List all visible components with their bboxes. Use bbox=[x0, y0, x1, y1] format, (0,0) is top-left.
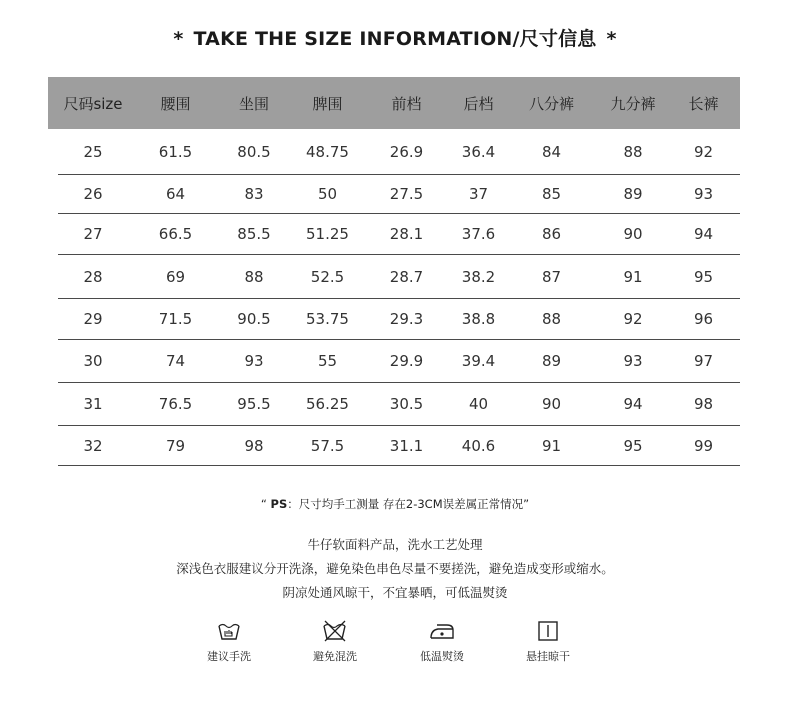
table-cell: 29 bbox=[83, 310, 103, 328]
table-cell: 56.25 bbox=[306, 395, 349, 413]
page-title bbox=[0, 24, 790, 51]
care-item-low-iron bbox=[402, 620, 482, 664]
measurement-note bbox=[0, 496, 790, 512]
header-cell: 坐围 bbox=[238, 94, 269, 113]
care-label-hand-wash: 建议手洗 bbox=[207, 650, 251, 663]
table-cell: 90 bbox=[541, 395, 562, 413]
header-cell: 八分裤 bbox=[528, 94, 574, 113]
table-cell: 28 bbox=[83, 267, 103, 286]
header-cell: 后档 bbox=[463, 94, 494, 113]
size-table bbox=[48, 77, 740, 466]
note-close-quote: ” bbox=[523, 497, 530, 511]
care-label-low-iron: 低温熨烫 bbox=[420, 650, 464, 663]
table-cell: 32 bbox=[83, 436, 103, 455]
table-cell: 79 bbox=[165, 436, 186, 455]
table-cell: 51.25 bbox=[306, 225, 349, 243]
table-cell: 94 bbox=[623, 395, 643, 413]
table-cell: 88 bbox=[623, 142, 643, 161]
table-cell: 55 bbox=[317, 352, 338, 370]
note-ps-label: PS bbox=[270, 497, 288, 511]
table-cell: 98 bbox=[693, 395, 714, 413]
table-cell: 76.5 bbox=[158, 395, 193, 413]
table-cell: 84 bbox=[541, 142, 562, 161]
header-cell: 尺码size bbox=[63, 94, 123, 113]
table-cell: 86 bbox=[541, 225, 562, 243]
title-text: TAKE THE SIZE INFORMATION/尺寸信息 bbox=[193, 28, 597, 50]
table-cell: 71.5 bbox=[158, 310, 193, 328]
table-cell: 26.9 bbox=[389, 142, 424, 161]
table-cell: 37.6 bbox=[461, 225, 496, 243]
table-cell: 64 bbox=[165, 185, 186, 203]
table-cell: 29.9 bbox=[389, 352, 424, 370]
table-cell: 91 bbox=[623, 267, 643, 286]
table-cell: 39.4 bbox=[461, 352, 496, 370]
table-cell: 57.5 bbox=[310, 436, 345, 455]
table-cell: 26 bbox=[83, 185, 103, 203]
table-cell: 89 bbox=[623, 185, 643, 203]
table-row bbox=[58, 255, 740, 299]
table-cell: 91 bbox=[541, 436, 562, 455]
table-row bbox=[58, 214, 740, 255]
table-cell: 28.1 bbox=[389, 225, 424, 243]
table-row bbox=[58, 129, 740, 175]
hand-wash-icon bbox=[217, 620, 241, 642]
table-cell: 92 bbox=[693, 142, 714, 161]
header-cell: 脾围 bbox=[312, 94, 343, 113]
table-cell: 50 bbox=[317, 185, 338, 203]
table-cell: 80.5 bbox=[237, 142, 271, 161]
table-cell: 29.3 bbox=[389, 310, 424, 328]
header-cell: 前档 bbox=[391, 94, 422, 113]
table-cell: 94 bbox=[693, 225, 714, 243]
table-cell: 93 bbox=[623, 352, 643, 370]
table-cell: 38.2 bbox=[461, 267, 496, 286]
table-cell: 69 bbox=[165, 267, 186, 286]
care-label-no-mix-wash: 避免混洗 bbox=[313, 650, 357, 663]
table-cell: 28.7 bbox=[389, 267, 424, 286]
table-cell: 38.8 bbox=[461, 310, 496, 328]
table-cell: 90 bbox=[623, 225, 643, 243]
table-cell: 92 bbox=[623, 310, 643, 328]
title-star-right: * bbox=[606, 28, 617, 50]
table-cell: 88 bbox=[541, 310, 562, 328]
size-table-header bbox=[48, 77, 740, 129]
table-cell: 25 bbox=[83, 142, 103, 161]
table-row bbox=[58, 383, 740, 426]
table-cell: 36.4 bbox=[461, 142, 496, 161]
table-cell: 90.5 bbox=[237, 310, 271, 328]
table-row bbox=[58, 340, 740, 383]
table-cell: 37 bbox=[468, 185, 489, 203]
note-open-quote: “ bbox=[260, 497, 267, 511]
care-line-2: 深浅色衣服建议分开洗涤，避免染色串色尽量不要搓洗，避免造成变形或缩水。 bbox=[176, 561, 614, 576]
table-cell: 66.5 bbox=[158, 225, 193, 243]
size-table-body bbox=[48, 129, 740, 466]
table-cell: 85.5 bbox=[237, 225, 271, 243]
table-cell: 30.5 bbox=[389, 395, 424, 413]
table-cell: 48.75 bbox=[306, 142, 349, 161]
header-cell: 腰围 bbox=[160, 94, 191, 113]
table-cell: 27.5 bbox=[389, 185, 424, 203]
care-line-1: 牛仔软面料产品，洗水工艺处理 bbox=[307, 537, 483, 552]
table-cell: 99 bbox=[693, 436, 714, 455]
care-item-no-mix-wash bbox=[295, 620, 375, 664]
table-cell: 93 bbox=[693, 185, 714, 203]
table-cell: 31 bbox=[83, 395, 103, 413]
table-cell: 85 bbox=[541, 185, 562, 203]
table-cell: 52.5 bbox=[310, 267, 345, 286]
table-cell: 27 bbox=[83, 225, 103, 243]
table-cell: 87 bbox=[541, 267, 562, 286]
care-item-hang-dry bbox=[508, 620, 588, 664]
table-cell: 89 bbox=[541, 352, 562, 370]
table-cell: 61.5 bbox=[158, 142, 193, 161]
care-item-hand-wash bbox=[189, 620, 269, 664]
care-line-3: 阴凉处通风晾干，不宜暴晒，可低温熨烫 bbox=[282, 585, 508, 600]
title-star-left: * bbox=[173, 28, 184, 50]
table-cell: 88 bbox=[244, 267, 264, 286]
table-cell: 40.6 bbox=[461, 436, 496, 455]
table-row bbox=[58, 299, 740, 340]
table-cell: 95 bbox=[623, 436, 643, 455]
do-not-mix-wash-icon bbox=[322, 620, 348, 642]
header-cell: 长裤 bbox=[688, 94, 719, 113]
note-text: ：尺寸均手工测量 存在2-3CM误差属正常情况 bbox=[287, 497, 524, 511]
table-cell: 40 bbox=[468, 395, 489, 413]
header-cell: 九分裤 bbox=[610, 94, 656, 113]
table-cell: 95.5 bbox=[237, 395, 271, 413]
table-cell: 95 bbox=[693, 267, 714, 286]
table-cell: 31.1 bbox=[389, 436, 424, 455]
table-row bbox=[58, 426, 740, 466]
table-row bbox=[58, 175, 740, 214]
table-cell: 97 bbox=[693, 352, 714, 370]
table-cell: 93 bbox=[244, 352, 264, 370]
table-cell: 74 bbox=[165, 352, 186, 370]
table-cell: 83 bbox=[244, 185, 264, 203]
table-cell: 98 bbox=[244, 436, 264, 455]
low-iron-icon bbox=[428, 620, 456, 642]
care-label-hang-dry: 悬挂晾干 bbox=[526, 650, 570, 663]
table-cell: 30 bbox=[83, 352, 103, 370]
hang-dry-icon bbox=[537, 620, 559, 642]
table-cell: 53.75 bbox=[306, 310, 349, 328]
table-cell: 96 bbox=[693, 310, 714, 328]
